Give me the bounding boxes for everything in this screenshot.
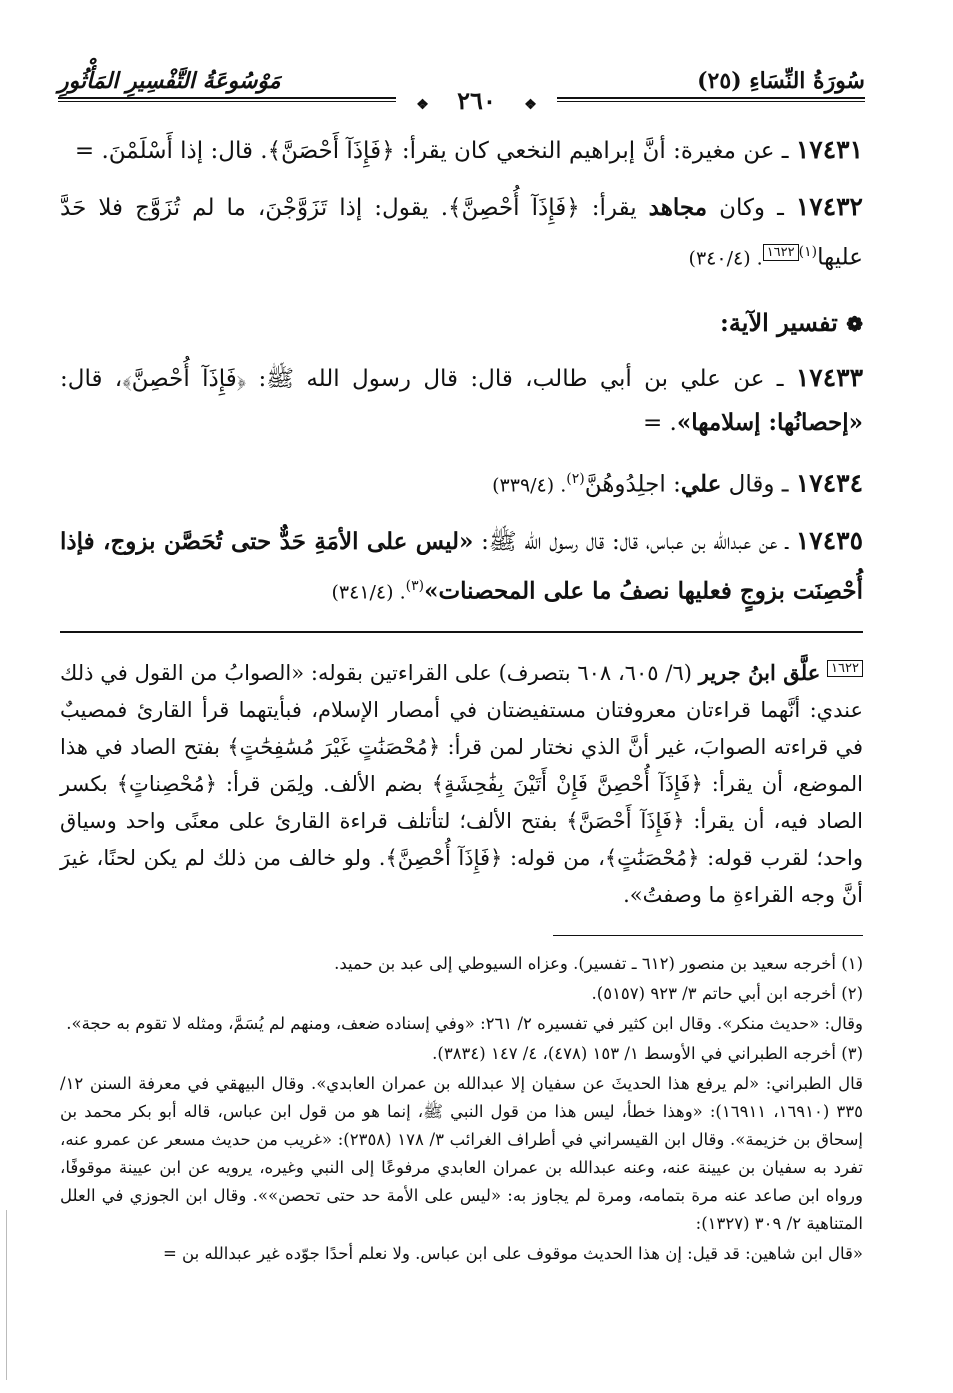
narrator-name: مجاهد xyxy=(648,194,708,221)
footnote: «قال ابن شاهين: قد قيل: إن هذا الحديث موقوف على ابن عباس. ولا نعلم أحدًا جوّده غير عبدالله بن = xyxy=(162,1243,863,1263)
narration-entry xyxy=(60,356,863,445)
narration-entry xyxy=(60,128,863,173)
footnotes xyxy=(60,950,863,1268)
narration-entry xyxy=(60,519,863,615)
footnote: قال الطبراني: «لم يرفع هذا الحديثَ عن سفيان إلا عبدالله بن عمران العابدي». وقال البيهقي في معرفة السنن ١٢/ ٣٣٥ (١٦٩١٠، ١٦٩١١): «وهذا خطأ، ليس هذا من قول النبي ﷺ، إنما هو من قول ابن عباس، قاله أبو بكر محمد بن إسحاق بن خزيمة». وقال ابن القيسراني في أطراف الغرائب ٣/ ١٧٨ (٢٣٥٨): «غريب من حديث مسعر عن عمرو عنه، تفرد به سفيان بن عيينة عنه، وعنه عبدالله بن عمران العابدي مرفوعًا إلى النبي وغيره، يرويه عن ابن عيينة موقوفًا، ورواه ابن صاعد عنه مرة بتمامه، ومرة لم يجاوز به: «ليس على الأمة حد حتى تحصن»». وقال ابن الجوزي في العلل المتناهية ٢/ ٣٠٩ (١٣٢٧): xyxy=(60,1073,863,1233)
entry-text: ـ وكان xyxy=(707,195,796,221)
commentary-number-box: ١٦٢٢ xyxy=(827,660,863,677)
entry-number: ١٧٤٣٤ xyxy=(795,468,863,498)
volume-reference: . (٣٣٩/٤) xyxy=(492,474,567,497)
ornament-icon: ❖ xyxy=(514,97,547,113)
hadith-text: «ليس على الأمَةِ حَدٌّ حتى تُحَصَّن بزوج، فإذا أُحْصِنَت بزوجٍ فعليها نصفُ ما على المحصنات» xyxy=(60,528,863,605)
commentary-text: (٦/ ٦٠٥، ٦٠٨ بتصرف) على القراءتين بقوله: «الصوابُ من القول في ذلك عندي: أنَّهما قراءتان معروفتان مستفيضتان في أمصار الإسلام، فبأيتهما قرأ القارئ فمصيبٌ في قراءته الصوابَ، غير أنَّ الذي نختار لمن قرأ: ﴿مُحْصَنَٰتٍ غَيْرَ مُسَٰفِحَٰتٍ﴾ بفتح الصاد في هذا الموضع، أن يقرأ: ﴿فَإِذَآ أُحْصِنَّ فَإِنْ أَتَيْنَ بِفَٰحِشَةٍ﴾ بضم الألف. ولِمَن قرأ: ﴿مُحْصِناتٍ﴾ بكسر الصاد فيه، أن يقرأ: ﴿فَإِذَآ أَحْصَنَّ﴾ بفتح الألف؛ لتأتلف قراءة القارئ على معنًى واحد وسياق واحد؛ لقرب قوله: ﴿مُحْصَنَٰتٍ﴾، من قوله: ﴿فَإِذَآ أُحْصِنَّ﴾. ولو خالف من ذلك لم يكن لحنًا، غيرَ أنَّ وجه القراءةِ ما وصفتُ». xyxy=(60,660,863,907)
page-number: ٢٦٠ xyxy=(447,86,506,115)
footnote: وقال: «حديث منكر». وقال ابن كثير في تفسيره ٢/ ٢٦١: «وفي إسناده ضعف، ومنهم لم يُسَمَّ، ومثله لا تقوم به حجة». xyxy=(66,1013,863,1033)
entry-number: ١٧٤٣٥ xyxy=(795,526,864,556)
footnote-marker: (٣) xyxy=(405,578,425,595)
volume-reference: . (٣٤١/٤) xyxy=(331,581,406,604)
footnote-marker: (١) xyxy=(798,244,818,260)
entry-text: . = xyxy=(642,409,677,436)
flower-icon: ❁ xyxy=(846,311,863,336)
page-margin-line xyxy=(6,1210,7,1380)
footnote: (٣) أخرجه الطبراني في الأوسط ١/ ١٥٣ (٤٧٨)، ٤/ ١٤٧ (٣٨٣٤). xyxy=(432,1043,863,1063)
footnote-marker: (٢) xyxy=(566,470,585,487)
entry-text: يقرأ: ﴿فَإِذَآ أُحْصِنَّ﴾. يقول: إذا تَزَوَّجْنَ، ما لم تُزَوَّج فلا حَدَّ عليها xyxy=(60,195,863,271)
footnote-separator xyxy=(553,935,863,936)
narration-entry xyxy=(60,457,863,508)
entry-text: ـ عن علي بن أبي طالب، قال: قال رسول الله ﷺ: ﴿فَإِذَآ أُحْصِنَّ﴾، قال: xyxy=(60,365,796,392)
footnote: (١) أخرجه سعيد بن منصور (٦١٢ ـ تفسير). وعزاه السيوطي إلى عبد بن حميد. xyxy=(334,953,863,973)
entry-text: ـ وقال xyxy=(721,471,796,498)
narrator-name: علي xyxy=(680,470,722,498)
commentary-separator xyxy=(60,631,863,633)
entry-number: ١٧٤٣١ xyxy=(795,135,863,164)
section-heading-text: تفسير الآية: xyxy=(720,307,838,337)
commentary-author: علَّق ابنُ جرير xyxy=(698,659,821,685)
encyclopedia-title: مَوْسُوعَةُ التَّفْسِيرِ المَأْثُورِ xyxy=(58,68,281,94)
hadith-text: «إحصانُها: إسلامها» xyxy=(676,408,863,436)
page-body xyxy=(60,128,863,1270)
commentary-block xyxy=(60,654,863,914)
ornament-icon: ❖ xyxy=(406,97,439,113)
narration-entry xyxy=(60,185,863,281)
entry-number: ١٧٤٣٣ xyxy=(795,362,863,392)
surah-title: سُورَةُ النِّسَاءِ (٢٥) xyxy=(697,68,865,94)
footnote: (٢) أخرجه ابن أبي حاتم ٣/ ٩٢٣ (٥١٥٧). xyxy=(591,983,863,1003)
entry-text: : اجلِدُوهُنَّ xyxy=(584,471,681,498)
entry-number: ١٧٤٣٢ xyxy=(795,192,863,221)
entry-text: ـ عن مغيرة: أنَّ إبراهيم النخعي كان يقرأ: ﴿فَإِذَآ أَحْصَنَّ﴾. قال: إذا أَسْلَمْنَ. = xyxy=(74,138,796,164)
volume-reference: . (٣٤٠/٤) xyxy=(688,247,763,270)
page-number-row xyxy=(0,86,953,115)
commentary-link-box[interactable]: ١٦٢٢ xyxy=(763,244,799,261)
entry-text: ـ عن عبدالله بن عباس، قال: قال رسول الله ﷺ: xyxy=(473,529,796,556)
section-heading xyxy=(60,303,863,344)
